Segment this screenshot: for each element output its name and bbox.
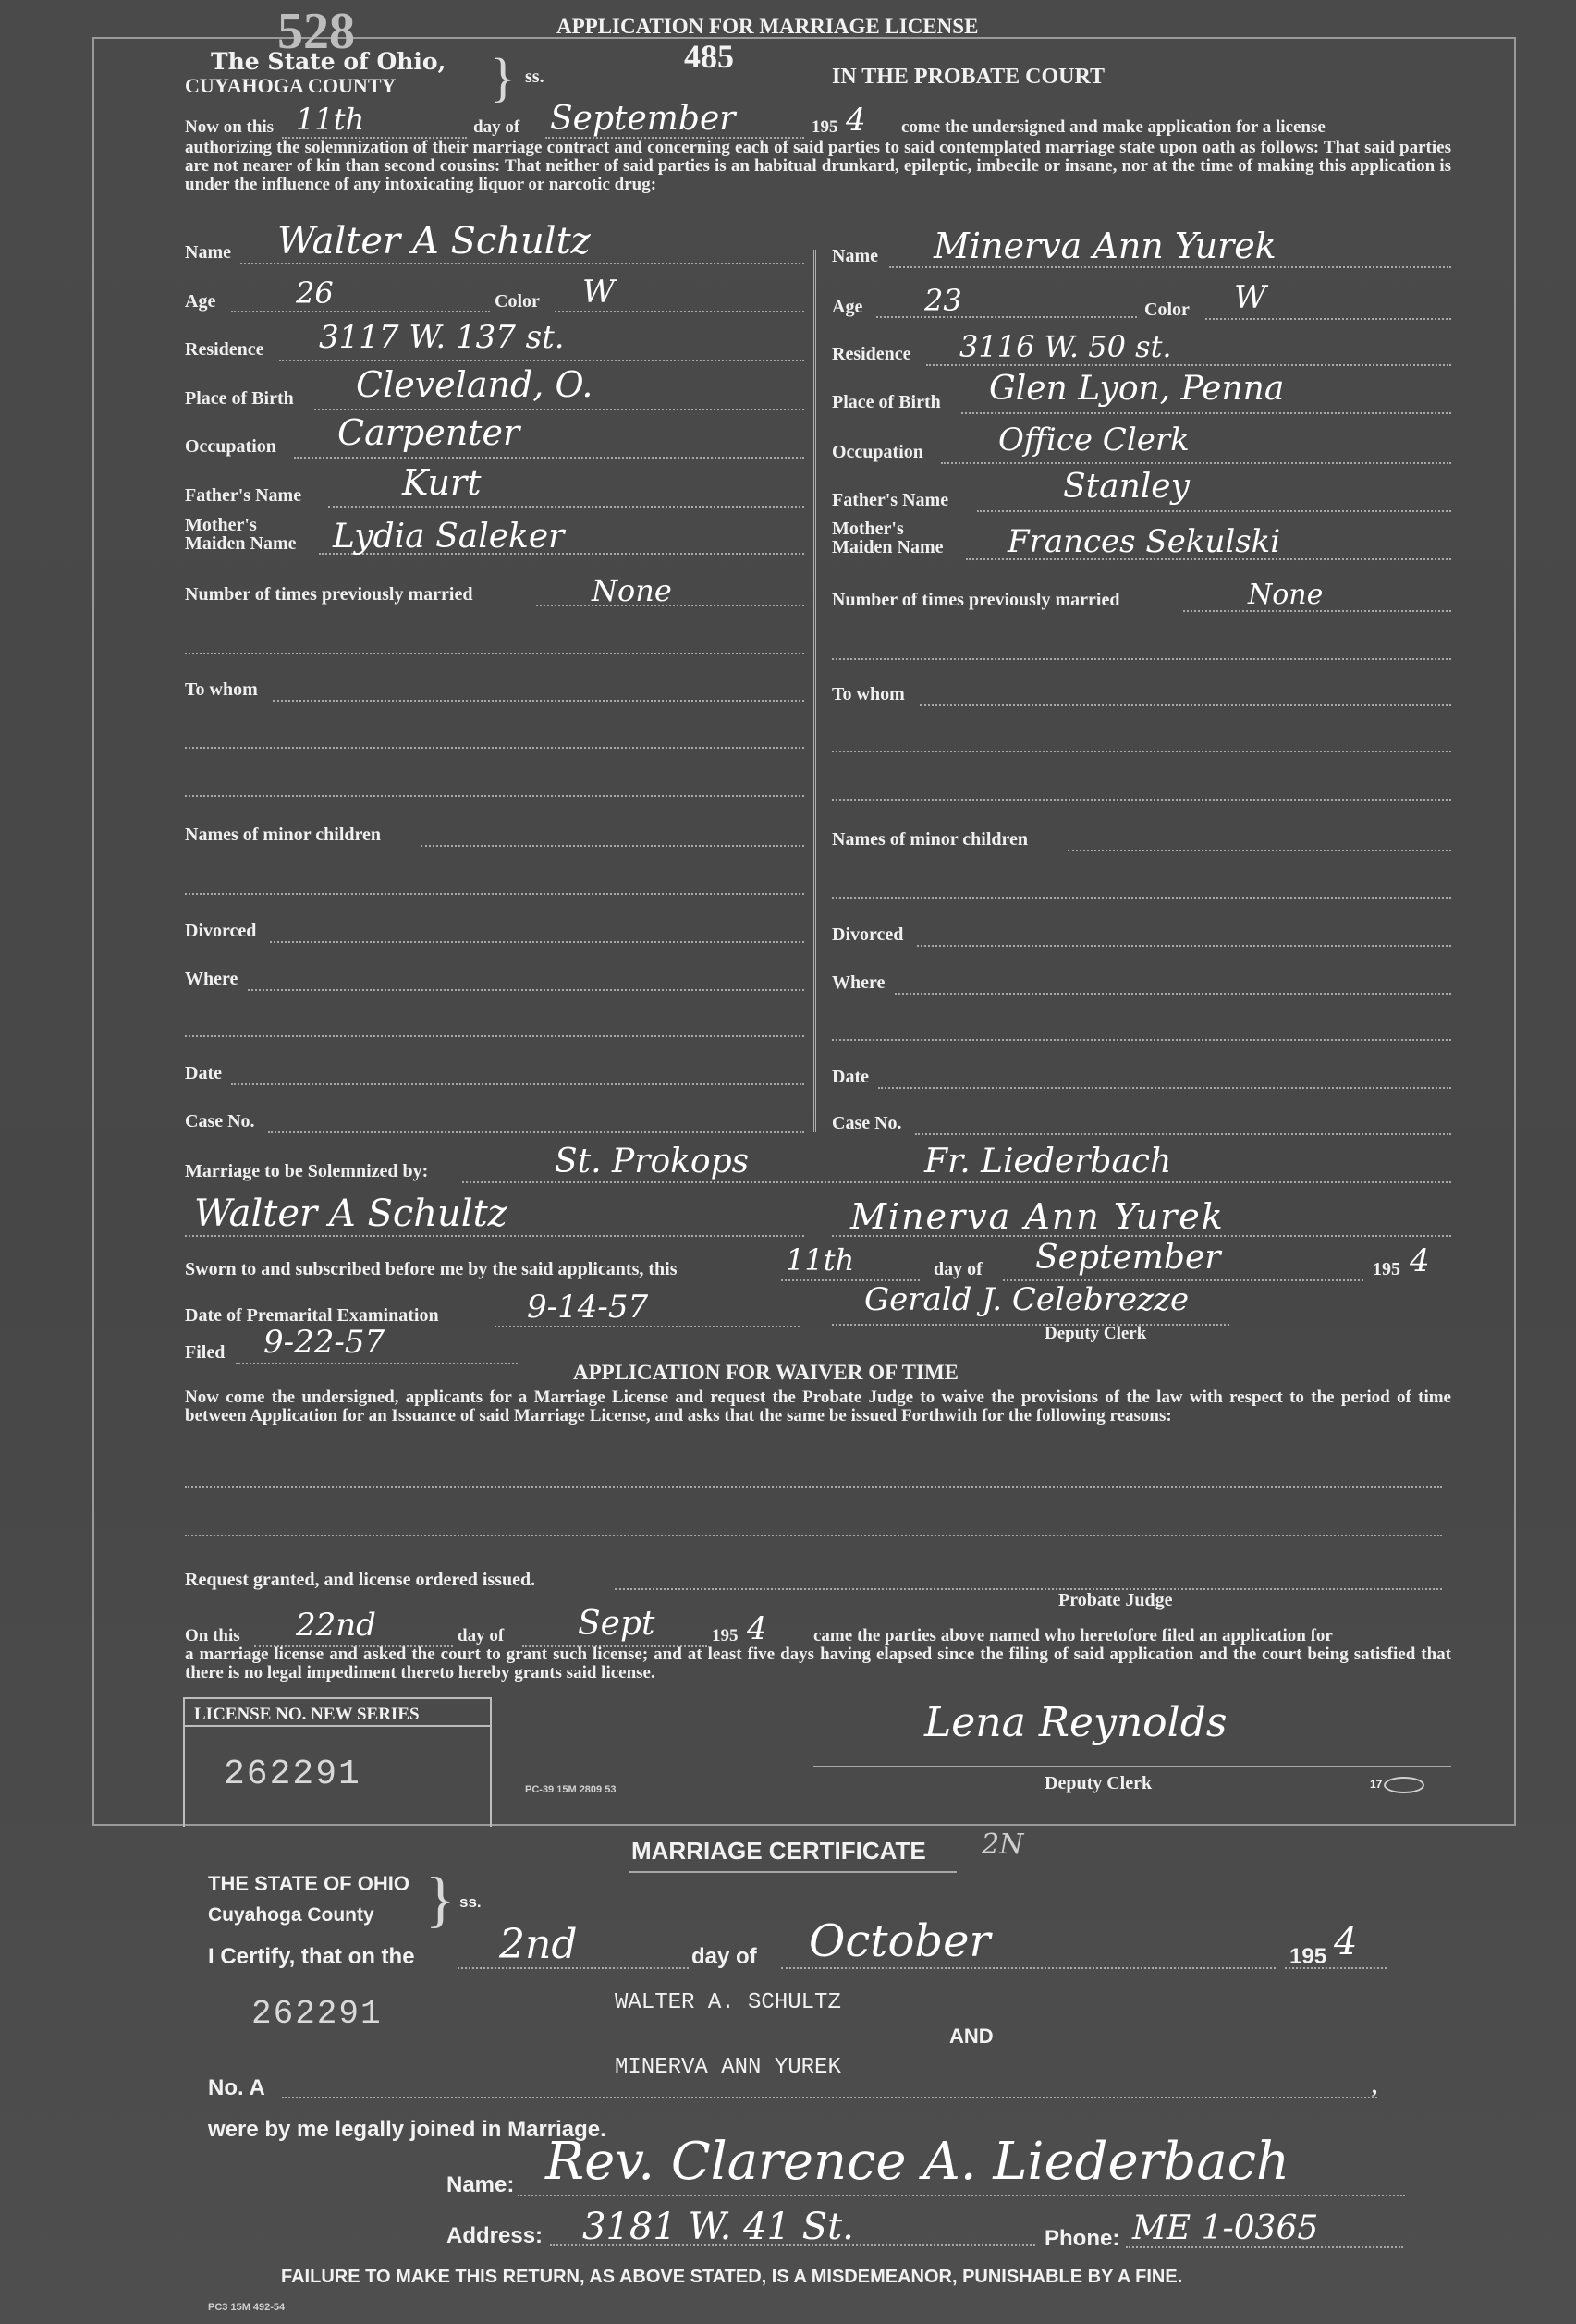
bride-color-label: Color: [1144, 300, 1190, 320]
bride-residence-label: Residence: [832, 344, 911, 364]
bride-age-label: Age: [832, 297, 863, 317]
bride-mothers-line1: Mother's: [832, 519, 904, 539]
court-name: IN THE PROBATE COURT: [832, 65, 1105, 89]
certificate-day: 2nd: [499, 1921, 578, 1968]
license-month: Sept: [578, 1605, 655, 1643]
intro-day-of: day of: [473, 117, 520, 137]
certificate-brace: }: [425, 1864, 456, 1934]
ss-brace: }: [490, 47, 516, 107]
certificate-number: 262291: [251, 1995, 383, 2033]
groom-pob-label: Place of Birth: [185, 388, 294, 409]
solemnized-priest: Fr. Liederbach: [924, 1143, 1172, 1180]
certificate-county: Cuyahoga County: [208, 1904, 374, 1926]
certificate-year-suffix: 4: [1334, 1921, 1358, 1963]
license-text-rest: came the parties above named who heretofore filed an application for: [813, 1626, 1333, 1645]
license-on-this: On this: [185, 1626, 240, 1645]
groom-mother: Lydia Saleker: [333, 518, 565, 556]
intro-text-rest: come the undersigned and make application for a license: [901, 117, 1326, 137]
license-year-prefix: 195: [712, 1626, 739, 1645]
officiant-address: 3181 W. 41 St.: [582, 2206, 854, 2248]
solemnized-label: Marriage to be Solemnized by:: [185, 1161, 429, 1181]
bride-mothers-line2: Maiden Name: [832, 537, 944, 557]
bride-mother-label: [832, 520, 944, 557]
clerk-signature: Gerald J. Celebrezze: [864, 1281, 1190, 1318]
bride-divorced-label: Divorced: [832, 924, 904, 945]
file-number: 485: [684, 38, 734, 75]
intro-month: September: [550, 100, 736, 138]
groom-occupation-label: Occupation: [185, 436, 276, 457]
certify-text: I Certify, that on the: [208, 1944, 415, 1969]
waiver-granted: Request granted, and license ordered issued.: [185, 1570, 536, 1590]
trailing-comma: ,: [1372, 2074, 1377, 2098]
intro-now-on-this: Now on this: [185, 117, 275, 137]
bride-place-of-birth: Glen Lyon, Penna: [989, 370, 1285, 408]
county-name: CUYAHOGA COUNTY: [185, 74, 397, 97]
bride-father-label: Father's Name: [832, 490, 949, 510]
groom-residence: 3117 W. 137 st.: [319, 319, 565, 356]
license-year-suffix: 4: [747, 1610, 767, 1647]
license-day: 22nd: [296, 1607, 376, 1644]
bride-case-label: Case No.: [832, 1113, 902, 1133]
officiant-name: Rev. Clarence A. Liederbach: [545, 2132, 1290, 2192]
sworn-text: Sworn to and subscribed before me by the said applicants, this: [185, 1259, 678, 1279]
state-name: The State of Ohio,: [211, 48, 446, 75]
premarital-date: 9-14-57: [527, 1289, 649, 1326]
union-mark: [1370, 1777, 1424, 1793]
groom-times-married: None: [592, 573, 672, 608]
phone-label: Phone:: [1045, 2226, 1120, 2251]
license-text-body: a marriage license and asked the court to grant such license; and at least five days having elapsed since the filing of said application and the court being satisfied that there is no legal impediment thereto hereby grants said license.: [185, 1645, 1451, 1682]
bride-signature: Minerva Ann Yurek: [850, 1196, 1225, 1237]
groom-place-of-birth: Cleveland, O.: [356, 364, 593, 405]
groom-age: 26: [296, 275, 334, 311]
license-box-label: LICENSE NO. NEW SERIES: [185, 1699, 490, 1727]
license-number: 262291: [224, 1755, 361, 1794]
certificate-state: THE STATE OF OHIO: [208, 1872, 409, 1895]
ss-label: ss.: [525, 67, 544, 87]
groom-age-label: Age: [185, 291, 216, 312]
bride-name: Minerva Ann Yurek: [934, 226, 1277, 266]
sworn-year-prefix: 195: [1373, 1259, 1400, 1279]
bride-residence: 3116 W. 50 st.: [959, 329, 1172, 364]
probate-judge-label: Probate Judge: [1058, 1590, 1173, 1610]
bride-occupation-label: Occupation: [832, 442, 923, 462]
intro-year-prefix: 195: [812, 117, 838, 137]
officiant-phone: ME 1-0365: [1132, 2209, 1319, 2247]
groom-where-label: Where: [185, 969, 238, 989]
groom-to-whom-label: To whom: [185, 679, 258, 700]
bride-to-whom-label: To whom: [832, 684, 905, 704]
groom-residence-label: Residence: [185, 339, 264, 360]
union-label-icon: [1384, 1777, 1424, 1793]
groom-minor-children-label: Names of minor children: [185, 825, 382, 845]
groom-divorced-label: Divorced: [185, 921, 257, 941]
waiver-title: APPLICATION FOR WAIVER OF TIME: [573, 1361, 959, 1384]
certificate-month: October: [809, 1915, 991, 1967]
certificate-joined: were by me legally joined in Marriage.: [208, 2117, 606, 2142]
filed-date: 9-22-57: [263, 1324, 385, 1361]
bride-color: W: [1234, 279, 1266, 316]
sworn-year-suffix: 4: [1410, 1242, 1430, 1279]
sworn-day-of: day of: [934, 1259, 983, 1279]
bride-mother: Frances Sekulski: [1008, 523, 1281, 560]
groom-occupation: Carpenter: [337, 412, 520, 453]
intro-year-suffix: 4: [846, 102, 866, 139]
bride-date-label: Date: [832, 1067, 869, 1087]
solemnized-church: St. Prokops: [555, 1143, 750, 1180]
certificate-note: 2N: [982, 1829, 1024, 1861]
certificate-year-prefix: 195: [1289, 1944, 1327, 1969]
certificate-title: MARRIAGE CERTIFICATE: [631, 1837, 926, 1865]
bride-name-label: Name: [832, 246, 878, 266]
certificate-form-code: PC3 15M 492-54: [208, 2302, 286, 2313]
bride-father: Stanley: [1063, 468, 1190, 506]
sworn-day: 11th: [786, 1242, 855, 1278]
groom-name-label: Name: [185, 242, 231, 263]
groom-father-label: Father's Name: [185, 485, 302, 506]
groom-times-married-label: Number of times previously married: [185, 584, 473, 605]
address-label: Address:: [446, 2223, 544, 2248]
clerk-title: Deputy Clerk: [1045, 1324, 1147, 1343]
bride-occupation: Office Clerk: [998, 422, 1190, 459]
certificate-and: AND: [949, 2024, 994, 2048]
form-title: APPLICATION FOR MARRIAGE LICENSE: [556, 15, 979, 38]
groom-name: Walter A Schultz: [277, 220, 591, 263]
intro-day: 11th: [296, 102, 365, 137]
mothers-label-line2: Maiden Name: [185, 533, 297, 554]
certificate-no-a: No. A: [208, 2075, 265, 2100]
certificate-ss: ss.: [459, 1893, 482, 1911]
bride-where-label: Where: [832, 972, 886, 993]
mothers-label-line1: Mother's: [185, 515, 257, 535]
groom-date-label: Date: [185, 1063, 222, 1083]
stamp-number: 528: [277, 3, 355, 60]
bride-age: 23: [924, 283, 962, 318]
column-divider: [813, 250, 816, 1132]
groom-case-label: Case No.: [185, 1111, 255, 1131]
groom-mother-label: [185, 516, 297, 553]
certificate-groom: WALTER A. SCHULTZ: [615, 1990, 841, 2015]
premarital-label: Date of Premarital Examination: [185, 1305, 439, 1326]
intro-text-body: authorizing the solemnization of their marriage contract and concerning each of said parties to said contemplated marriage state upon oath as follows: That said parties are not nearer of kin than second cousins: That neither of said parties is an habitual drunkard, epileptic, imbecile or insane, nor at the time of making this application is under the influence of any intoxicating liquor or narcotic drug:: [185, 138, 1451, 194]
groom-father: Kurt: [402, 462, 482, 503]
certificate-day-of: day of: [691, 1944, 757, 1969]
groom-signature: Walter A Schultz: [194, 1193, 507, 1235]
officiant-name-label: Name:: [446, 2172, 515, 2197]
sworn-month: September: [1035, 1239, 1221, 1277]
license-clerk-title: Deputy Clerk: [1045, 1773, 1153, 1793]
bride-pob-label: Place of Birth: [832, 392, 941, 412]
waiver-text: Now come the undersigned, applicants for a Marriage License and request the Probate Judge to waive the provisions of the law with respect to the period of time between Application for an Issuance of said Marriage License, and asks that the same be issued Forthwith for the following reasons:: [185, 1388, 1451, 1425]
bride-times-married-label: Number of times previously married: [832, 590, 1120, 610]
union-mark-number: 17: [1370, 1778, 1383, 1792]
certificate-warning: FAILURE TO MAKE THIS RETURN, AS ABOVE STATED, IS A MISDEMEANOR, PUNISHABLE BY A FINE.: [281, 2267, 1183, 2287]
license-form-code: PC-39 15M 2809 53: [525, 1784, 617, 1795]
certificate-bride: MINERVA ANN YUREK: [615, 2055, 841, 2080]
bride-minor-children-label: Names of minor children: [832, 829, 1029, 850]
license-day-of: day of: [458, 1626, 505, 1645]
bride-times-married: None: [1248, 579, 1324, 611]
license-clerk-signature: Lena Reynolds: [924, 1699, 1228, 1746]
groom-color: W: [582, 274, 615, 311]
filed-label: Filed: [185, 1342, 226, 1363]
groom-color-label: Color: [495, 291, 540, 312]
